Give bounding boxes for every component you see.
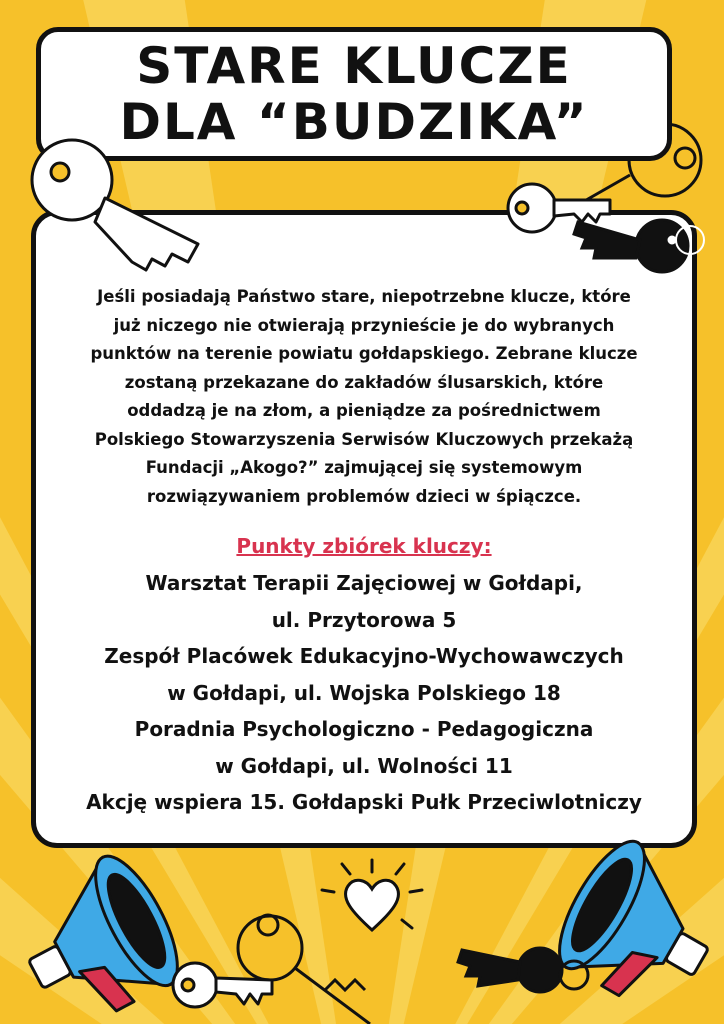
title-box: [36, 27, 672, 161]
intro-line: punktów na terenie powiatu gołdapskiego. Zebrane klucze: [90, 344, 638, 363]
intro-line: już niczego nie otwierają przynieście je do wybranych: [113, 315, 615, 335]
title-line-1: STARE KLUCZE: [136, 37, 572, 95]
point-line: ul. Przytorowa 5: [271, 607, 457, 632]
points-list: [36, 565, 692, 784]
intro-line: oddadzą je na złom, a pieniądze za pośrednictwem: [127, 401, 601, 420]
point-line: w Gołdapi, ul. Wojska Polskiego 18: [167, 680, 561, 705]
intro-line: Polskiego Stowarzyszenia Serwisów Kluczowych przekażą: [94, 429, 634, 449]
point-line: w Gołdapi, ul. Wolności 11: [215, 753, 513, 778]
intro-text: [58, 283, 670, 511]
main-card: [31, 210, 697, 848]
support-note: Akcję wspiera 15. Gołdapski Pułk Przeciwlotniczy: [86, 790, 642, 814]
intro-line: Fundacji „Akogo?” zajmującej się systemowym: [145, 458, 583, 477]
title-line-2: DLA “BUDZIKA”: [119, 93, 589, 151]
point-line: Poradnia Psychologiczno - Pedagogiczna: [134, 717, 594, 741]
points-heading: Punkty zbiórek kluczy:: [236, 534, 492, 558]
point-line: Warsztat Terapii Zajęciowej w Gołdapi,: [145, 571, 583, 595]
point-line: Zespół Placówek Edukacyjno-Wychowawczych: [104, 644, 624, 668]
intro-line: rozwiązywaniem problemów dzieci w śpiączce.: [146, 486, 582, 506]
intro-line: zostaną przekazane do zakładów ślusarskich, które: [124, 372, 604, 392]
intro-line: Jeśli posiadają Państwo stare, niepotrzebne klucze, które: [97, 287, 631, 306]
